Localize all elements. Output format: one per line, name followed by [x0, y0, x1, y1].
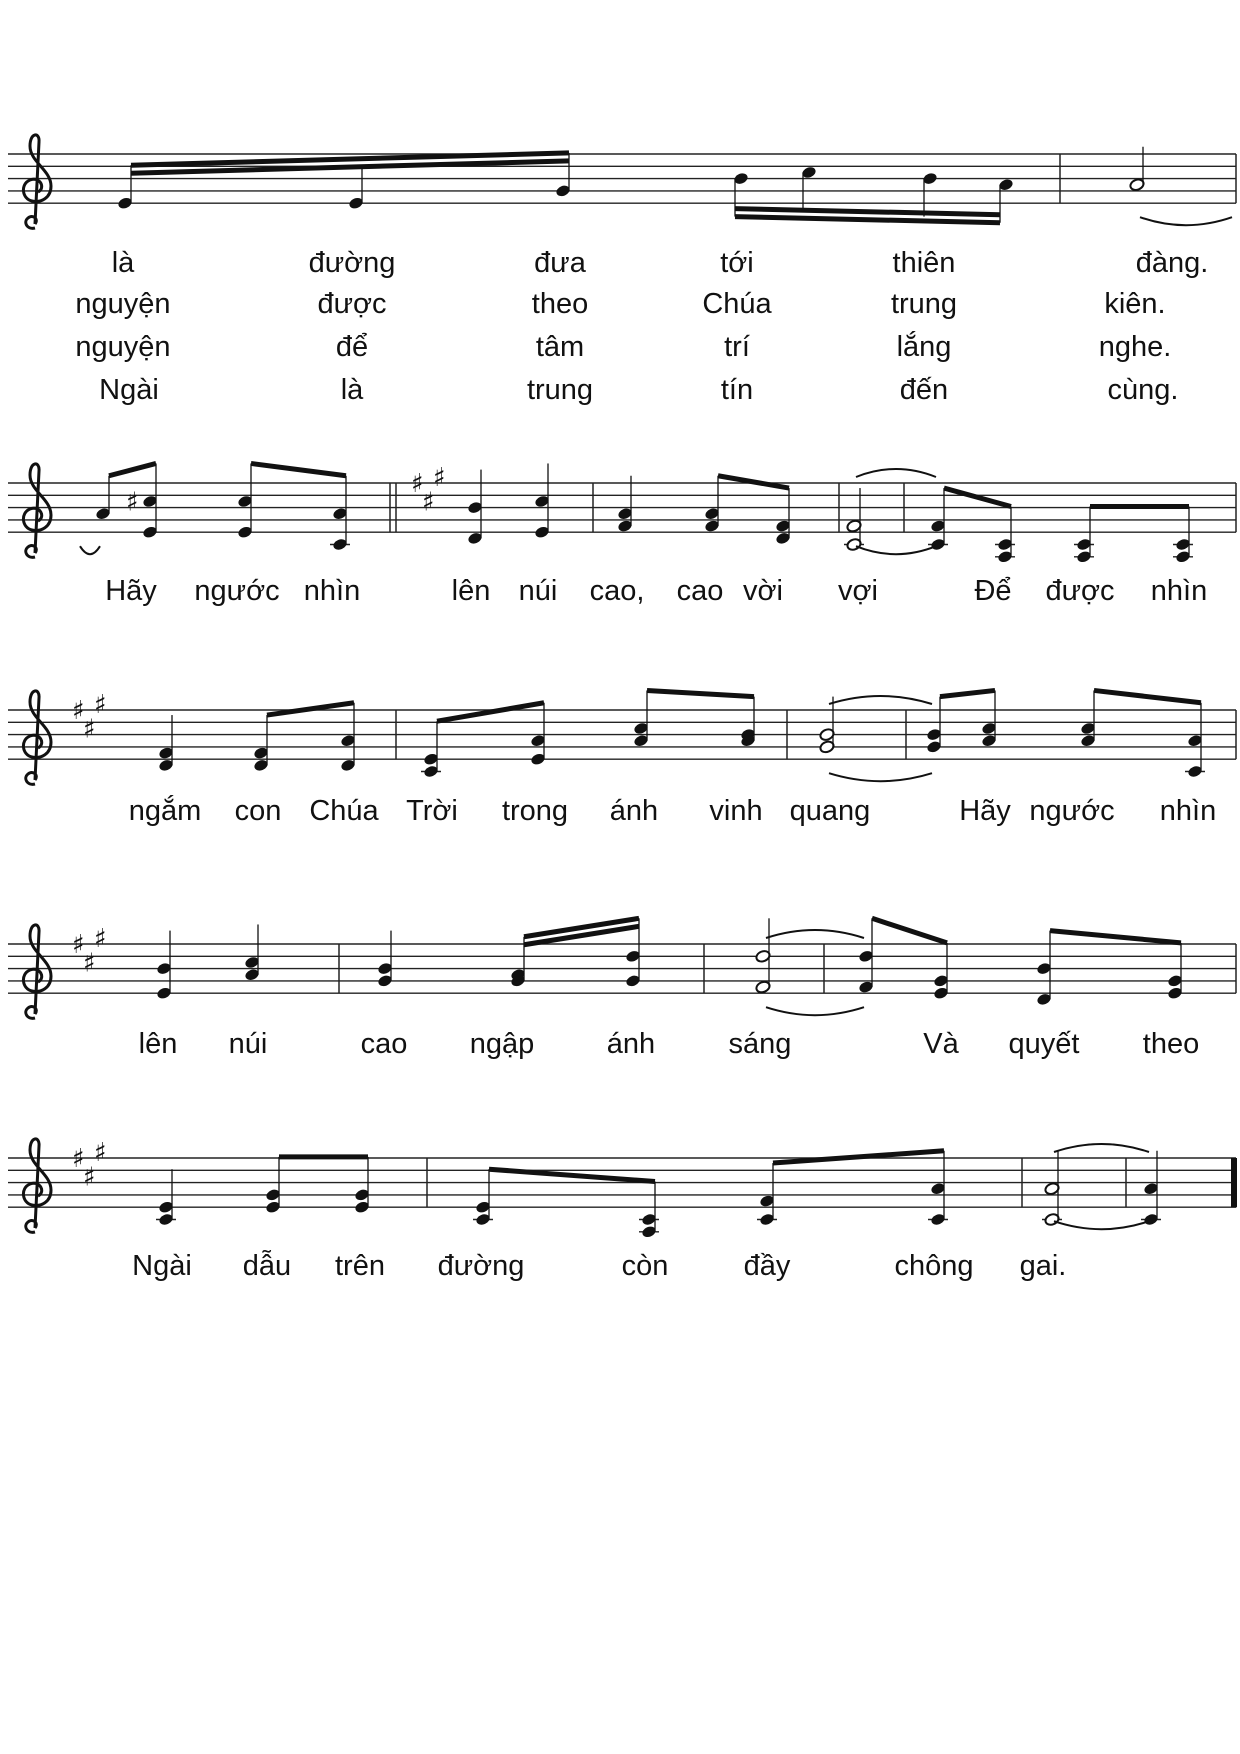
beam — [872, 918, 947, 943]
note — [704, 476, 720, 533]
note — [421, 721, 441, 778]
beam — [437, 703, 544, 721]
lyric-syllable: trung — [890, 288, 958, 320]
note — [156, 1169, 176, 1226]
note — [330, 476, 350, 552]
note — [639, 1182, 659, 1239]
lyric-syllable: vời — [743, 575, 783, 607]
note — [928, 1151, 948, 1227]
staff-system-3 — [8, 690, 1236, 827]
half-note — [1042, 1151, 1062, 1227]
lyric-syllable: nhìn — [1150, 575, 1208, 607]
beam — [647, 690, 754, 696]
lyric-syllable: gai. — [1019, 1250, 1067, 1282]
lyric-syllable: lắng — [896, 331, 952, 363]
lyric-syllable: trung — [526, 374, 594, 406]
lyric-syllable: để — [335, 331, 369, 363]
half-note — [755, 918, 771, 994]
beam — [1050, 931, 1181, 943]
lyric-syllable: theo — [531, 288, 589, 320]
note — [1074, 507, 1094, 564]
lyric-syllable: tâm — [535, 331, 585, 363]
key-signature-sharp-icon: ♯ — [83, 714, 96, 745]
beam — [267, 703, 354, 715]
lyric-syllable: tới — [720, 247, 754, 279]
lyric-syllable: dẫu — [242, 1250, 292, 1282]
sharp-accidental-icon: ♯ — [126, 487, 139, 518]
lyric-syllable: nguyện — [75, 288, 171, 320]
lyric-syllable: cao — [360, 1028, 408, 1060]
lyric-syllable: Ngài — [132, 1250, 192, 1282]
lyric-syllable: cao, — [589, 575, 645, 607]
beam — [718, 476, 789, 488]
lyric-syllable: trong — [501, 795, 569, 827]
note — [1167, 943, 1183, 1000]
lyric-syllable: ngập — [469, 1028, 535, 1060]
lyric-syllable: Hãy — [105, 575, 157, 607]
note — [858, 918, 874, 994]
beam — [109, 463, 156, 475]
lyric-syllable: Hãy — [959, 795, 1011, 827]
beam — [940, 690, 995, 696]
key-signature-sharp-icon: ♯ — [72, 1144, 85, 1174]
note — [926, 697, 942, 754]
note — [933, 943, 949, 1000]
tie-arc — [829, 696, 932, 704]
beam — [489, 1169, 655, 1181]
key-signature-sharp-icon: ♯ — [72, 930, 85, 960]
note — [237, 463, 253, 539]
key-signature-sharp-icon: ♯ — [94, 1137, 107, 1168]
lyric-syllable: là — [340, 374, 364, 406]
lyric-syllable: ngước — [1029, 795, 1115, 827]
note — [126, 463, 158, 539]
tie-arc — [1054, 1221, 1149, 1229]
note — [995, 507, 1015, 564]
tie-arc — [1054, 1144, 1149, 1152]
treble-clef-icon — [23, 925, 51, 1018]
lyric-syllable: trí — [724, 331, 750, 363]
lyric-syllable: ngắm — [128, 795, 202, 827]
note — [1185, 703, 1205, 779]
lyric-syllable: lên — [451, 575, 491, 607]
treble-clef-icon — [23, 135, 51, 228]
staff-system-2 — [8, 463, 1236, 607]
lyric-syllable: cùng. — [1107, 374, 1179, 406]
lyric-syllable: đàng. — [1135, 247, 1209, 279]
lyric-syllable: đường — [437, 1250, 525, 1282]
note — [633, 690, 649, 747]
beam — [773, 1151, 944, 1163]
lyric-syllable: quyết — [1008, 1028, 1080, 1060]
lyric-syllable: được — [317, 288, 387, 320]
note — [1036, 931, 1052, 1007]
lyric-syllable: thiên — [892, 247, 956, 279]
note — [348, 165, 364, 210]
lyric-syllable: Và — [923, 1028, 959, 1060]
final-barline — [1231, 1158, 1237, 1207]
beam — [251, 463, 346, 475]
lyric-syllable: quang — [789, 795, 871, 827]
lyric-syllable: ngước — [194, 575, 280, 607]
lyric-syllable: núi — [518, 575, 558, 607]
lyric-syllable: ánh — [609, 795, 659, 827]
lyric-syllable: ánh — [606, 1028, 656, 1060]
note — [998, 178, 1014, 223]
treble-clef-icon — [23, 464, 51, 557]
lyric-syllable: Chúa — [702, 288, 772, 320]
lyric-syllable: đưa — [534, 247, 586, 279]
lyric-syllable: đầy — [743, 1250, 791, 1282]
tie-arc — [766, 930, 864, 938]
beam — [944, 488, 1011, 506]
lyric-syllable: đường — [308, 247, 396, 279]
lyric-syllable: là — [111, 247, 135, 279]
staff-system-4 — [8, 918, 1236, 1060]
lyric-syllable: theo — [1142, 1028, 1200, 1060]
key-signature-sharp-icon: ♯ — [72, 696, 85, 726]
key-signature-sharp-icon: ♯ — [94, 689, 107, 720]
beam — [735, 209, 1000, 215]
lyric-syllable: con — [234, 795, 282, 827]
note — [534, 463, 550, 539]
lyric-syllable: Ngài — [99, 374, 159, 406]
note — [1173, 507, 1193, 564]
key-signature-sharp-icon: ♯ — [83, 1162, 96, 1193]
lyric-syllable: nhìn — [303, 575, 361, 607]
lyric-syllable: Để — [974, 575, 1012, 607]
lyric-syllable: đến — [899, 374, 949, 406]
key-signature-sharp-icon: ♯ — [433, 462, 446, 493]
note — [253, 715, 269, 772]
key-signature-sharp-icon: ♯ — [411, 469, 424, 499]
lyric-syllable: núi — [228, 1028, 268, 1060]
note — [156, 931, 172, 1001]
note — [354, 1157, 370, 1214]
lyric-syllable: còn — [621, 1250, 669, 1282]
lyric-syllable: cao — [676, 575, 724, 607]
beam — [1094, 690, 1201, 702]
note — [775, 488, 791, 545]
note — [922, 172, 938, 217]
beam — [735, 217, 1000, 223]
lyric-syllable: vinh — [709, 795, 763, 827]
tie-arc — [856, 546, 936, 554]
lyric-syllable: vợi — [838, 575, 878, 607]
key-signature-sharp-icon: ♯ — [83, 948, 96, 979]
lyric-syllable: chông — [894, 1250, 974, 1282]
treble-clef-icon — [23, 1139, 51, 1232]
note — [981, 690, 997, 747]
note — [244, 924, 260, 981]
key-signature-sharp-icon: ♯ — [94, 923, 107, 954]
note — [158, 715, 174, 772]
note — [340, 703, 356, 773]
lyric-syllable: trên — [335, 1250, 385, 1282]
half-note — [819, 697, 835, 754]
lyric-syllable: nguyện — [75, 331, 171, 363]
tie-arc — [1140, 217, 1232, 225]
lyric-syllable: Chúa — [309, 795, 379, 827]
treble-clef-icon — [23, 691, 51, 784]
tie-arc — [829, 773, 932, 781]
staff-system-5 — [8, 1138, 1237, 1282]
note — [117, 165, 133, 210]
note — [473, 1169, 493, 1226]
lyric-syllable: Trời — [406, 795, 458, 827]
note — [1080, 690, 1096, 747]
lyric-syllable: tín — [720, 374, 754, 406]
lyric-syllable: nghe. — [1098, 331, 1172, 363]
lyric-syllable: được — [1045, 575, 1115, 607]
lyric-syllable: lên — [138, 1028, 178, 1060]
note — [377, 931, 393, 988]
note — [265, 1157, 281, 1214]
key-signature-sharp-icon: ♯ — [422, 487, 435, 518]
tie-arc — [766, 1007, 864, 1015]
tie-arc — [856, 469, 936, 477]
note — [1141, 1151, 1161, 1227]
staff-system-1 — [8, 135, 1236, 406]
lyric-syllable: nhìn — [1159, 795, 1217, 827]
tie-arc — [80, 546, 100, 554]
note — [617, 476, 633, 533]
lyric-syllable: sáng — [728, 1028, 792, 1060]
lyric-syllable: kiên. — [1104, 288, 1166, 320]
note — [467, 470, 483, 546]
